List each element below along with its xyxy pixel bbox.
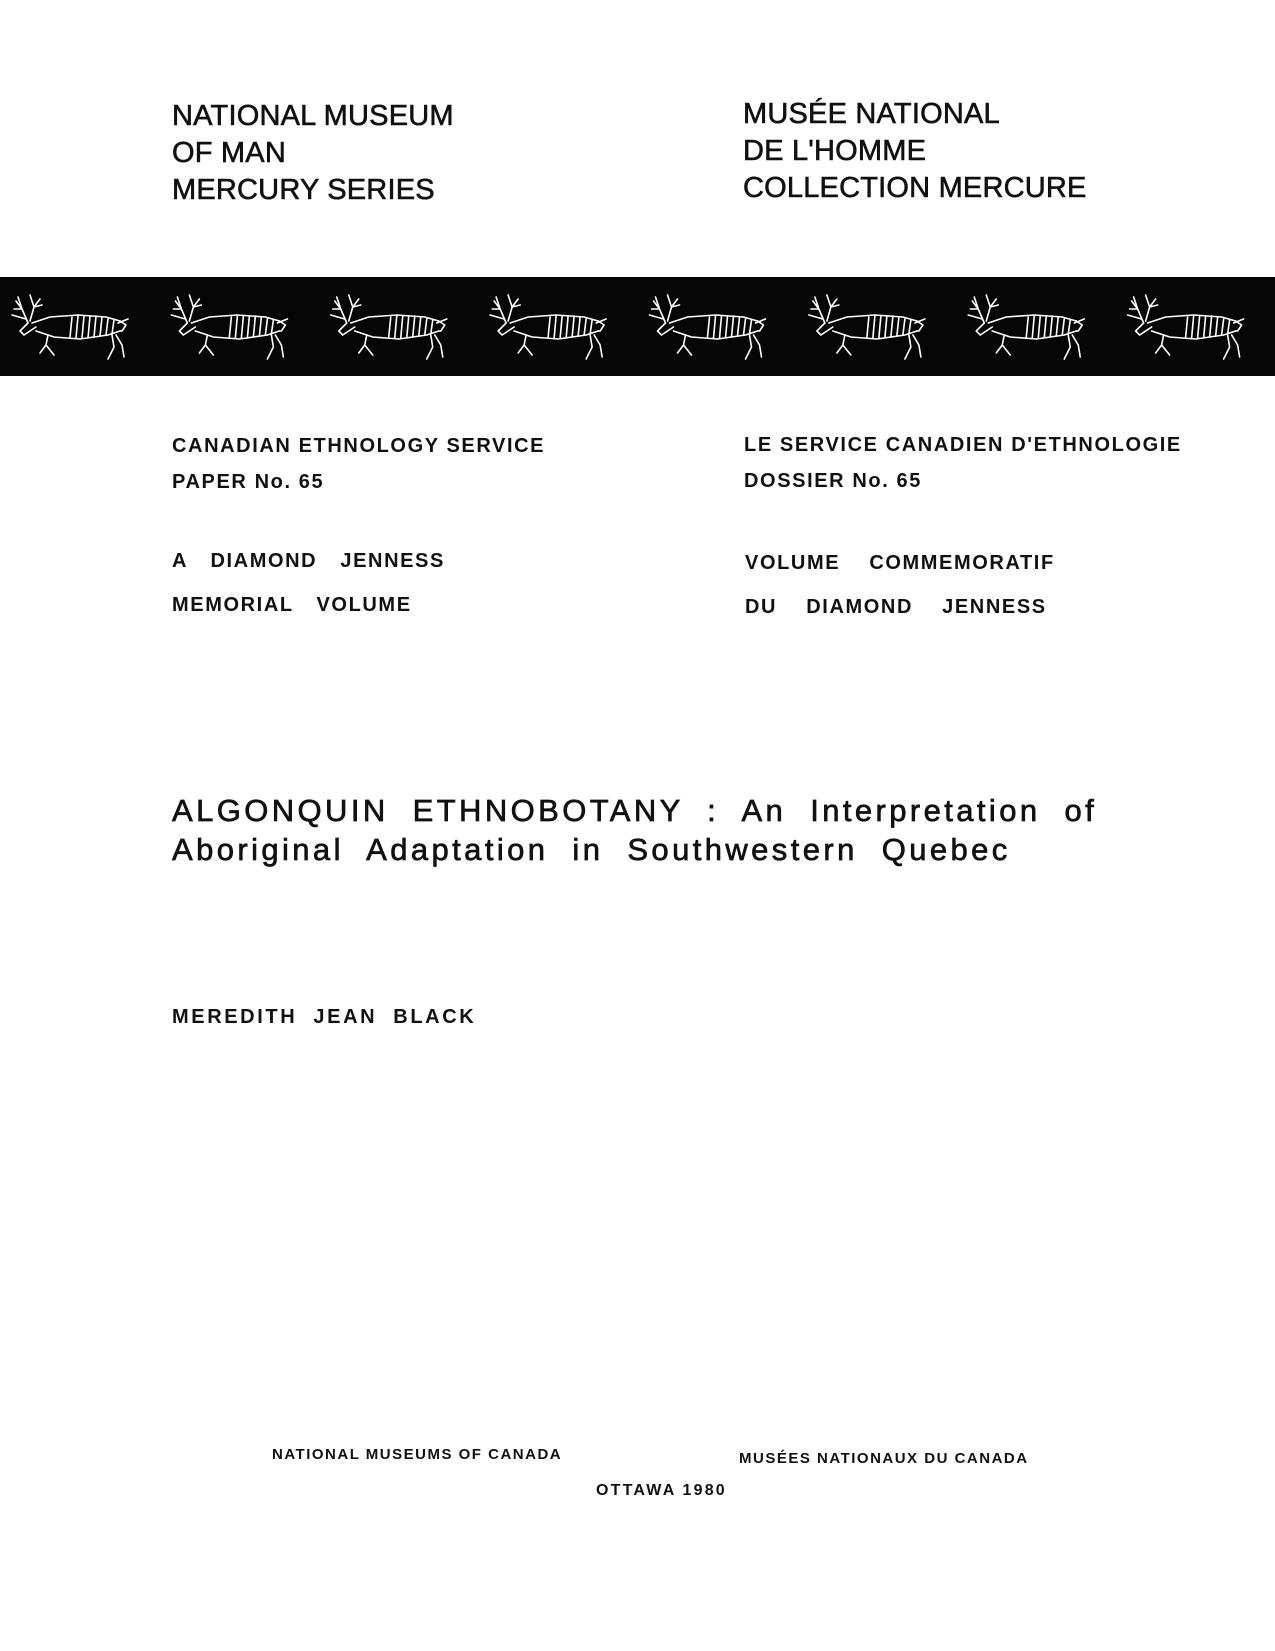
title-line-1: ALGONQUIN ETHNOBOTANY : An Interpretation of xyxy=(172,793,1098,828)
caribou-frieze xyxy=(0,277,1275,376)
memorial-line: DU DIAMOND JENNESS xyxy=(745,596,1047,618)
memorial-french xyxy=(745,541,1055,629)
series-line: COLLECTION MERCURE xyxy=(743,172,1087,204)
caribou-banner xyxy=(0,277,1275,376)
caribou-petroglyph-icon xyxy=(650,295,766,359)
memorial-line: A DIAMOND JENNESS xyxy=(172,550,445,572)
service-name: LE SERVICE CANADIEN D'ETHNOLOGIE xyxy=(744,434,1182,456)
memorial-line: VOLUME COMMEMORATIF xyxy=(745,552,1055,574)
caribou-petroglyph-icon xyxy=(809,295,925,359)
series-header-french xyxy=(743,96,1087,207)
service-name: CANADIAN ETHNOLOGY SERVICE xyxy=(172,435,546,457)
series-header-english xyxy=(172,98,454,209)
series-line: OF MAN xyxy=(172,137,286,169)
service-english xyxy=(172,428,545,500)
series-line: MUSÉE NATIONAL xyxy=(743,98,1000,130)
paper-number: PAPER No. 65 xyxy=(172,471,325,493)
title-line-2: Aboriginal Adaptation in Southwestern Quebec xyxy=(172,832,1011,867)
document-title xyxy=(172,791,1097,869)
series-line: MERCURY SERIES xyxy=(172,174,435,206)
caribou-petroglyph-icon xyxy=(171,295,287,359)
series-line: NATIONAL MUSEUM xyxy=(172,100,454,132)
caribou-petroglyph-icon xyxy=(490,295,606,359)
author-name: MEREDITH JEAN BLACK xyxy=(172,1006,477,1028)
caribou-petroglyph-icon xyxy=(12,295,128,359)
service-french xyxy=(744,427,1182,499)
publisher-english: NATIONAL MUSEUMS OF CANADA xyxy=(272,1446,563,1463)
memorial-line: MEMORIAL VOLUME xyxy=(172,594,412,616)
publisher-place-year: OTTAWA 1980 xyxy=(596,1482,727,1499)
caribou-petroglyph-icon xyxy=(968,295,1084,359)
publisher-french: MUSÉES NATIONAUX DU CANADA xyxy=(739,1450,1029,1467)
memorial-english xyxy=(172,539,445,627)
caribou-petroglyph-icon xyxy=(331,295,447,359)
series-line: DE L'HOMME xyxy=(743,135,927,167)
caribou-petroglyph-icon xyxy=(1128,295,1244,359)
paper-number: DOSSIER No. 65 xyxy=(744,470,922,492)
